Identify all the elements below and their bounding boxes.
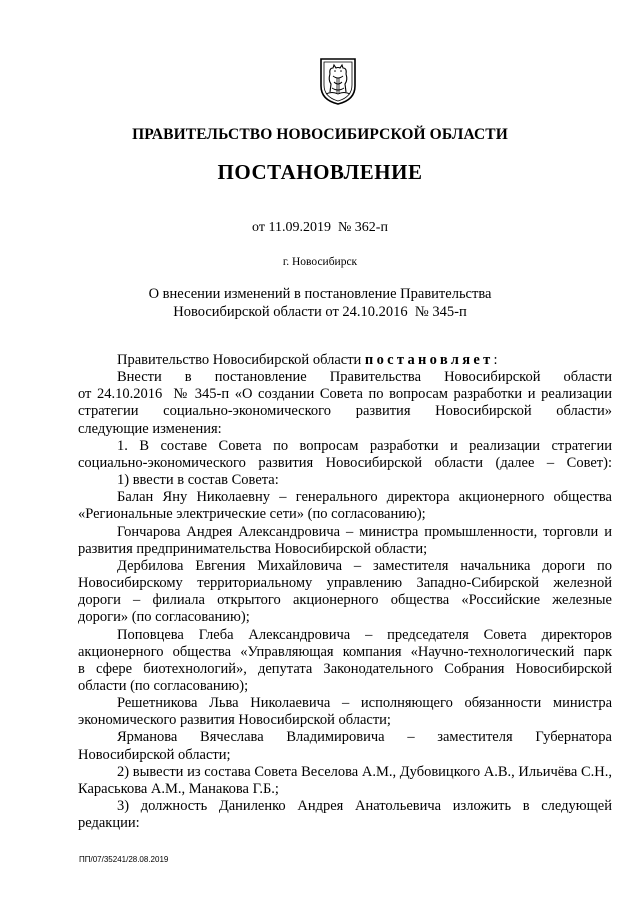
intro-spaced-word: постановляет (364, 352, 494, 368)
body-line: Внести в постановление Правительства Новосибирской области (117, 369, 612, 386)
document-footer-code: ПП/07/35241/28.08.2019 (79, 855, 169, 864)
body-line: редакции: (78, 815, 140, 832)
document-type-title: ПОСТАНОВЛЕНИЕ (217, 160, 423, 184)
subject-line-2: Новосибирской области от 24.10.2016 № 345-п (173, 304, 467, 320)
body-line: Балан Яну Николаевну – генерального директора акционерного общества (117, 489, 612, 506)
coat-of-arms-emblem (318, 56, 358, 106)
body-line: области (по согласованию); (78, 677, 249, 694)
body-line: следующие изменения: (78, 420, 222, 437)
subject-line-1: О внесении изменений в постановление Правительства (148, 286, 492, 302)
body-line: «Региональные электрические сети» (по согласованию); (78, 506, 426, 523)
body-line: Решетникова Льва Николаевича – исполняющего обязанности министра (117, 695, 612, 712)
body-line: акционерного общества «Управляющая компания «Научно-технологический парк (78, 643, 612, 660)
body-line: развития предпринимательства Новосибирской области; (78, 540, 428, 557)
body-line: от 24.10.2016 № 345-п «О создании Совета по вопросам разработки и реализации (78, 386, 612, 403)
body-line: 1. В составе Совета по вопросам разработки и реализации стратегии (117, 437, 612, 454)
document-body (78, 352, 612, 832)
body-line: Гончарова Андрея Александровича – министра промышленности, торговли и (117, 523, 612, 540)
body-line: Дербилова Евгения Михайловича – заместителя начальника дороги по (117, 557, 612, 574)
intro-prefix: Правительство Новосибирской области (117, 352, 365, 368)
document-city: г. Новосибирск (282, 256, 358, 268)
body-line: экономического развития Новосибирской области; (78, 712, 391, 729)
body-line: 3) должность Даниленко Андрея Анатольевича изложить в следующей (117, 798, 612, 815)
body-line: дороги» (по согласованию); (78, 609, 250, 626)
body-line: в сфере биотехнологий», депутата Законодательного Собрания Новосибирской (78, 660, 612, 677)
organization-name: ПРАВИТЕЛЬСТВО НОВОСИБИРСКОЙ ОБЛАСТИ (132, 126, 508, 143)
body-line: дороги – филиала открытого акционерного общества «Российские железные (78, 592, 612, 609)
body-line: Караськова А.М., Манакова Г.Б.; (78, 780, 279, 797)
intro-suffix: : (493, 352, 498, 368)
intro-line (78, 352, 612, 369)
body-line: Новосибирскому территориальному управлению Западно-Сибирской железной (78, 575, 612, 592)
body-line: Ярманова Вячеслава Владимировича – заместителя Губернатора (117, 729, 612, 746)
body-line: 1) ввести в состав Совета: (117, 472, 279, 489)
body-line: социально-экономического развития Новосибирской области (далее – Совет): (78, 454, 612, 471)
body-line: Новосибирской области; (78, 746, 231, 763)
body-line: стратегии социально-экономического развития Новосибирской области» (78, 403, 612, 420)
document-date-number: от 11.09.2019 № 362-п (252, 220, 388, 235)
body-line: Поповцева Глеба Александровича – председателя Совета директоров (117, 626, 612, 643)
document-subject (0, 285, 640, 321)
body-line: 2) вывести из состава Совета Веселова А.М., Дубовицкого А.В., Ильичёва С.Н., (117, 763, 612, 780)
